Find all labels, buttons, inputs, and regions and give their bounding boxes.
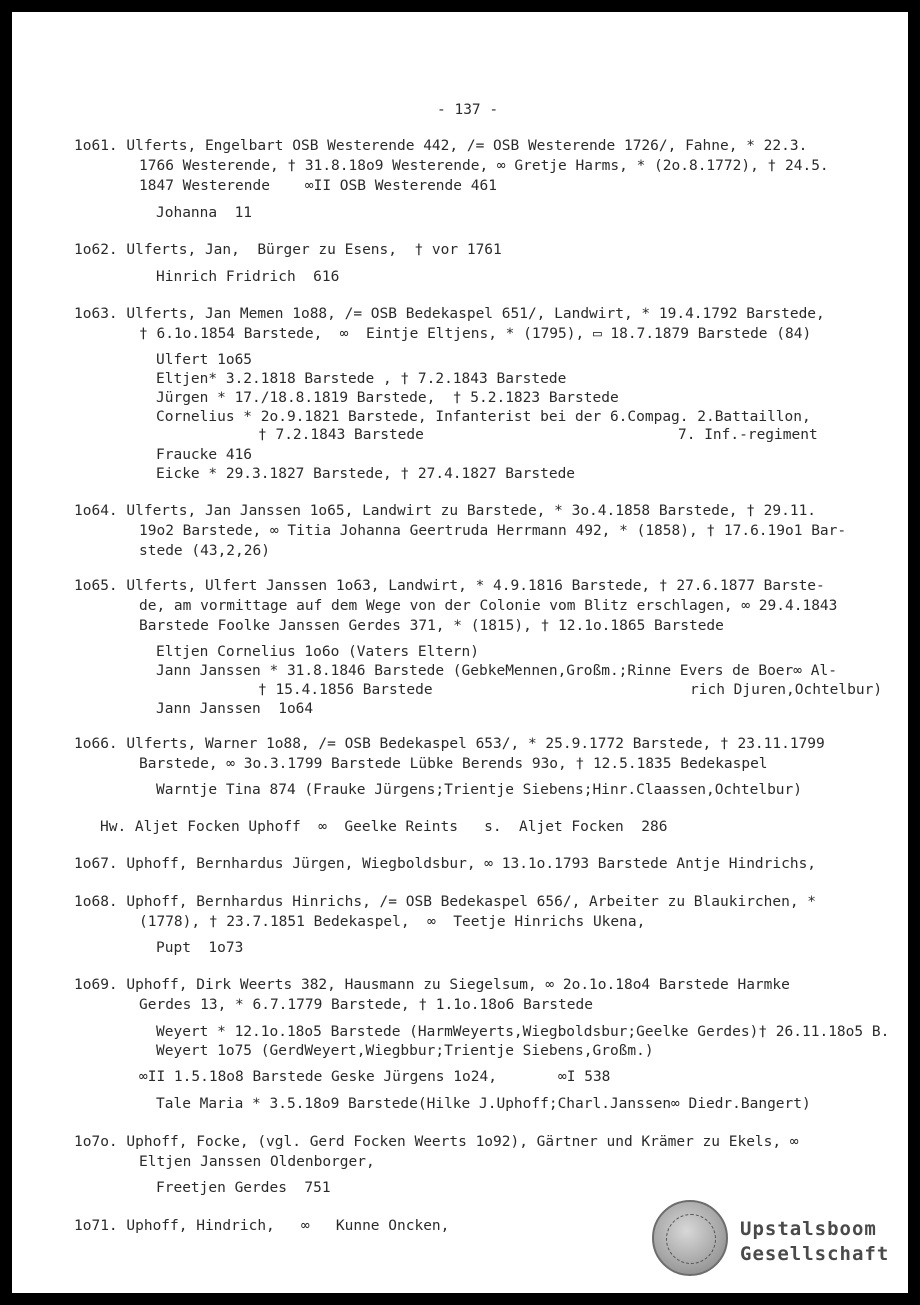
entry-1069-child-2: Weyert 1o75 (GerdWeyert,Wiegbbur;Trientje Siebens,Großm.) bbox=[156, 1043, 654, 1059]
entry-1065-line-1: 1o65. Ulferts, Ulfert Janssen 1o63, Landwirt, * 4.9.1816 Barstede, † 27.6.1877 Barste- bbox=[74, 578, 825, 594]
entry-1069-child-3: Tale Maria * 3.5.18o9 Barstede(Hilke J.Uphoff;Charl.Janssen∞ Diedr.Bangert) bbox=[156, 1096, 811, 1112]
entry-1066-line-1: 1o66. Ulferts, Warner 1o88, /= OSB Bedekaspel 653/, * 25.9.1772 Barstede, † 23.11.1799 bbox=[74, 736, 825, 752]
entry-1061-line-3: 1847 Westerende ∞II OSB Westerende 461 bbox=[139, 178, 497, 194]
society-seal-logo bbox=[652, 1200, 728, 1276]
entry-1063-child-6: Eicke * 29.3.1827 Barstede, † 27.4.1827 Barstede bbox=[156, 466, 576, 482]
entry-1065-line-2: de, am vormittage auf dem Wege von der Colonie vom Blitz erschlagen, ∞ 29.4.1843 bbox=[139, 598, 838, 614]
entry-1068-line-2: (1778), † 23.7.1851 Bedekaspel, ∞ Teetje Hinrichs Ukena, bbox=[139, 914, 646, 930]
entry-1063-child-4-regiment: 7. Inf.-regiment bbox=[678, 427, 818, 443]
entry-1069-line-1: 1o69. Uphoff, Dirk Weerts 382, Hausmann zu Siegelsum, ∞ 2o.1o.18o4 Barstede Harmke bbox=[74, 977, 790, 993]
entry-1065-line-3: Barstede Foolke Janssen Gerdes 371, * (1815), † 12.1o.1865 Barstede bbox=[139, 618, 724, 634]
page-number: - 137 - bbox=[437, 102, 499, 118]
entry-1063-child-2: Eltjen* 3.2.1818 Barstede , † 7.2.1843 Barstede bbox=[156, 371, 567, 387]
entry-1065-child-1: Eltjen Cornelius 1o6o (Vaters Eltern) bbox=[156, 644, 480, 660]
entry-1066-line-2: Barstede, ∞ 3o.3.1799 Barstede Lübke Berends 93o, † 12.5.1835 Bedekaspel bbox=[139, 756, 768, 772]
entry-1069-second-marriage: ∞II 1.5.18o8 Barstede Geske Jürgens 1o24, ∞I 538 bbox=[139, 1069, 611, 1085]
entry-1070-line-2: Eltjen Janssen Oldenborger, bbox=[139, 1154, 375, 1170]
entry-1068-line-1: 1o68. Uphoff, Bernhardus Hinrichs, /= OSB Bedekaspel 656/, Arbeiter zu Blaukirchen, * bbox=[74, 894, 817, 910]
entry-1070-child-1: Freetjen Gerdes 751 bbox=[156, 1180, 331, 1196]
entry-1063-child-4-death: † 7.2.1843 Barstede bbox=[258, 427, 424, 443]
entry-1061-line-2: 1766 Westerende, † 31.8.18o9 Westerende, ∞ Gretje Harms, * (2o.8.1772), † 24.5. bbox=[139, 158, 829, 174]
entry-1070-line-1: 1o7o. Uphoff, Focke, (vgl. Gerd Focken Weerts 1o92), Gärtner und Krämer zu Ekels, ∞ bbox=[74, 1134, 799, 1150]
entry-1067-line-1: 1o67. Uphoff, Bernhardus Jürgen, Wiegboldsbur, ∞ 13.1o.1793 Barstede Antje Hindrichs, bbox=[74, 856, 817, 872]
entry-1061-child-1: Johanna 11 bbox=[156, 205, 253, 221]
society-name-line-2: Gesellschaft bbox=[740, 1243, 890, 1265]
entry-1063-line-1: 1o63. Ulferts, Jan Memen 1o88, /= OSB Bedekaspel 651/, Landwirt, * 19.4.1792 Barstede, bbox=[74, 306, 825, 322]
entry-1063-child-5: Fraucke 416 bbox=[156, 447, 253, 463]
entry-1064-line-3: stede (43,2,26) bbox=[139, 543, 270, 559]
entry-1065-child-2-godparent: rich Djuren,Ochtelbur) bbox=[690, 682, 883, 698]
entry-1065-child-2: Jann Janssen * 31.8.1846 Barstede (GebkeMennen,Großm.;Rinne Evers de Boer∞ Al- bbox=[156, 663, 837, 679]
entry-1061-line-1: 1o61. Ulferts, Engelbart OSB Westerende 442, /= OSB Westerende 1726/, Fahne, * 22.3. bbox=[74, 138, 808, 154]
document-body bbox=[12, 12, 908, 1293]
society-name-line-1: Upstalsboom bbox=[740, 1218, 877, 1240]
entry-1063-child-3: Jürgen * 17./18.8.1819 Barstede, † 5.2.1823 Barstede bbox=[156, 390, 619, 406]
entry-1063-child-4: Cornelius * 2o.9.1821 Barstede, Infanterist bei der 6.Compag. 2.Battaillon, bbox=[156, 409, 811, 425]
document-page bbox=[12, 12, 908, 1293]
entry-1065-child-3: Jann Janssen 1o64 bbox=[156, 701, 314, 717]
entry-hw-line: Hw. Aljet Focken Uphoff ∞ Geelke Reints s. Aljet Focken 286 bbox=[100, 819, 668, 835]
entry-1064-line-2: 19o2 Barstede, ∞ Titia Johanna Geertruda Herrmann 492, * (1858), † 17.6.19o1 Bar- bbox=[139, 523, 847, 539]
entry-1069-line-2: Gerdes 13, * 6.7.1779 Barstede, † 1.1o.18o6 Barstede bbox=[139, 997, 593, 1013]
entry-1063-line-2: † 6.1o.1854 Barstede, ∞ Eintje Eltjens, * (1795), ▭ 18.7.1879 Barstede (84) bbox=[139, 326, 812, 342]
entry-1064-line-1: 1o64. Ulferts, Jan Janssen 1o65, Landwirt zu Barstede, * 3o.4.1858 Barstede, † 29.11. bbox=[74, 503, 817, 519]
entry-1068-child-1: Pupt 1o73 bbox=[156, 940, 244, 956]
entry-1062-child-1: Hinrich Fridrich 616 bbox=[156, 269, 340, 285]
entry-1065-child-2-death: † 15.4.1856 Barstede bbox=[258, 682, 433, 698]
entry-1071-line-1: 1o71. Uphoff, Hindrich, ∞ Kunne Oncken, bbox=[74, 1218, 450, 1234]
entry-1069-child-1: Weyert * 12.1o.18o5 Barstede (HarmWeyerts,Wiegboldsbur;Geelke Gerdes)† 26.11.18o5 B. bbox=[156, 1024, 890, 1040]
entry-1063-child-1: Ulfert 1o65 bbox=[156, 352, 253, 368]
entry-1062-line-1: 1o62. Ulferts, Jan, Bürger zu Esens, † vor 1761 bbox=[74, 242, 502, 258]
entry-1066-child-1: Warntje Tina 874 (Frauke Jürgens;Trientje Siebens;Hinr.Claassen,Ochtelbur) bbox=[156, 782, 803, 798]
